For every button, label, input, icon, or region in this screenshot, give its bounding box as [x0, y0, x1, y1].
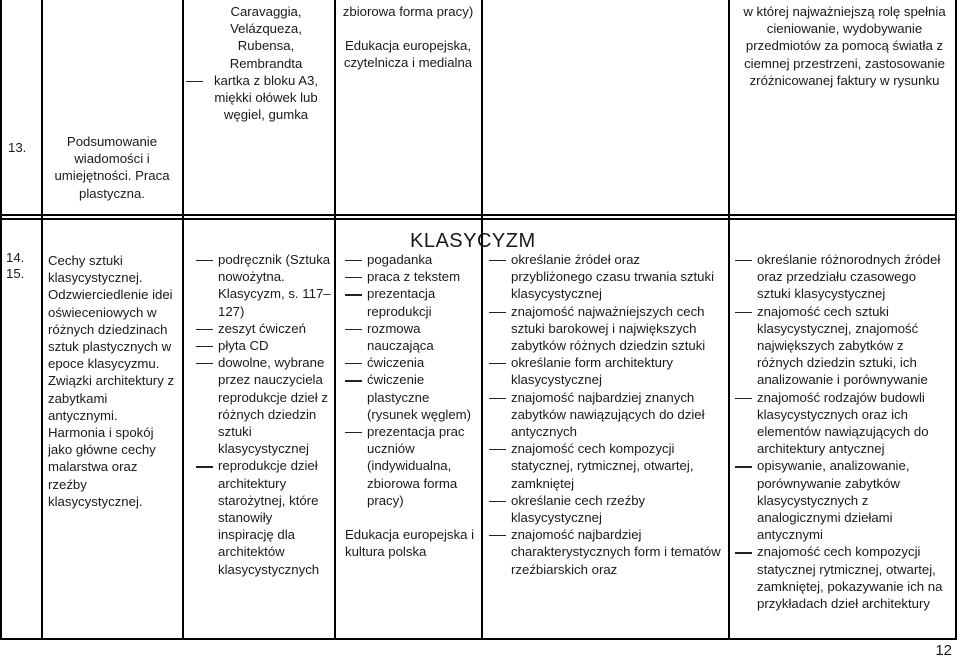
- column-divider: [41, 0, 43, 640]
- list-item: pogadanka: [345, 251, 477, 268]
- basic-requirements: [489, 251, 725, 578]
- list-item: reprodukcje dzieł architektury starożytnej, które stanowiły inspirację dla architektów klasycystycznych: [196, 457, 331, 577]
- list-item: określanie form architektury klasycystycznej: [489, 354, 725, 388]
- lesson-number: 13.: [8, 140, 27, 155]
- lesson-topic: Podsumowanie wiadomości i umiejętności. Praca plastyczna.: [54, 134, 170, 201]
- column-divider: [481, 0, 483, 640]
- extended-list: [735, 251, 952, 612]
- table-border-bottom: [0, 638, 957, 640]
- list-item: określanie źródeł oraz przybliżonego czasu trwania sztuki klasycystycznej: [489, 251, 725, 303]
- list-item: znajomość rodzajów budowli klasycystycznych oraz ich elementów nawiązujących do architektury antycznej: [735, 389, 952, 458]
- teaching-forms: [338, 3, 478, 72]
- learning-outcomes: w której najważniejszą rolę spełnia cieniowanie, wydobywanie przedmiotów za pomocą światła z ciemnej przestrzeni, zastosowanie zróżnicowanej faktury w rysunku: [743, 4, 946, 88]
- list-item: zeszyt ćwiczeń: [196, 320, 331, 337]
- list-item: ćwiczenie plastyczne (rysunek węglem): [345, 371, 477, 423]
- materials-list: [186, 72, 332, 124]
- list-item: rozmowa nauczająca: [345, 320, 477, 354]
- list-item: płyta CD: [196, 337, 331, 354]
- materials-list: [196, 251, 331, 578]
- list-item: znajomość najbardziej znanych zabytków nawiązujących do dzieł antycznych: [489, 389, 725, 441]
- list-item: dowolne, wybrane przez nauczyciela reprodukcje dzieł z różnych dziedzin sztuki klasycystycznej: [196, 354, 331, 457]
- basic-list: [489, 251, 725, 578]
- list-item: prezentacja prac uczniów (indywidualna, zbiorowa forma pracy): [345, 423, 477, 509]
- list-item: znajomość cech kompozycji statycznej, rytmicznej, otwartej, zamkniętej: [489, 440, 725, 492]
- list-item: określanie cech rzeźby klasycystycznej: [489, 492, 725, 526]
- extended-requirements: [735, 251, 952, 612]
- list-item: znajomość cech sztuki klasycystycznej, znajomość największych zabytków z różnych dziedzin sztuki, ich analizowanie i porównywanie: [735, 303, 952, 389]
- list-item: ćwiczenia: [345, 354, 477, 371]
- table-border-right: [955, 0, 957, 640]
- lesson-number: 14. 15.: [6, 250, 25, 281]
- row-divider: [0, 218, 957, 220]
- row-divider: [0, 214, 957, 216]
- page-number: 12: [935, 642, 952, 659]
- list-item: znajomość najbardziej charakterystycznych form i tematów rzeźbiarskich oraz: [489, 526, 725, 578]
- forms-list: [345, 251, 477, 509]
- list-item: określanie różnorodnych źródeł oraz przedziału czasowego sztuki klasycystycznej: [735, 251, 952, 303]
- education-path: Edukacja europejska i kultura polska: [345, 527, 475, 560]
- column-divider: [182, 0, 184, 640]
- list-item: prezentacja reprodukcji: [345, 285, 477, 319]
- education-path: Edukacja europejska, czytelnicza i medialna: [343, 38, 473, 71]
- section-title: KLASYCYZM: [410, 230, 536, 252]
- teaching-materials: [196, 251, 331, 578]
- column-divider: [334, 0, 336, 640]
- column-divider: [728, 0, 730, 640]
- list-item: kartka z bloku A3, miękki ołówek lub węgiel, gumka: [186, 72, 332, 124]
- lesson-topic: Cechy sztuki klasycystycznej. Odzwierciedlenie idei oświeceniowych w różnych dziedzinach sztuk plastycznych w epoce klasycyzmu. Związki architektury z zabytkami antycznymi. Harmonia i spokój jako główne cechy malarstwa oraz rzeźby klasycystycznej.: [48, 253, 175, 509]
- list-item: praca z tekstem: [345, 268, 477, 285]
- forms-text: zbiorowa forma pracy): [342, 4, 474, 19]
- list-item: opisywanie, analizowanie, porównywanie zabytków klasycystycznych z analogicznymi dziełami antycznymi: [735, 457, 952, 543]
- teaching-forms: [345, 251, 477, 560]
- table-border-left: [0, 0, 2, 640]
- list-item: podręcznik (Sztuka nowożytna. Klasycyzm, s. 117–127): [196, 251, 331, 320]
- list-item: znajomość cech kompozycji statycznej rytmicznej, otwartej, zamkniętej, pokazywanie ich na przykładach dzieł architektury: [735, 543, 952, 612]
- materials-text: Caravaggia, Velázqueza, Rubensa, Rembrandta: [229, 4, 303, 71]
- teaching-materials: [186, 3, 332, 123]
- list-item: znajomość najważniejszych cech sztuki barokowej i największych zabytków różnych dziedzin sztuki: [489, 303, 725, 355]
